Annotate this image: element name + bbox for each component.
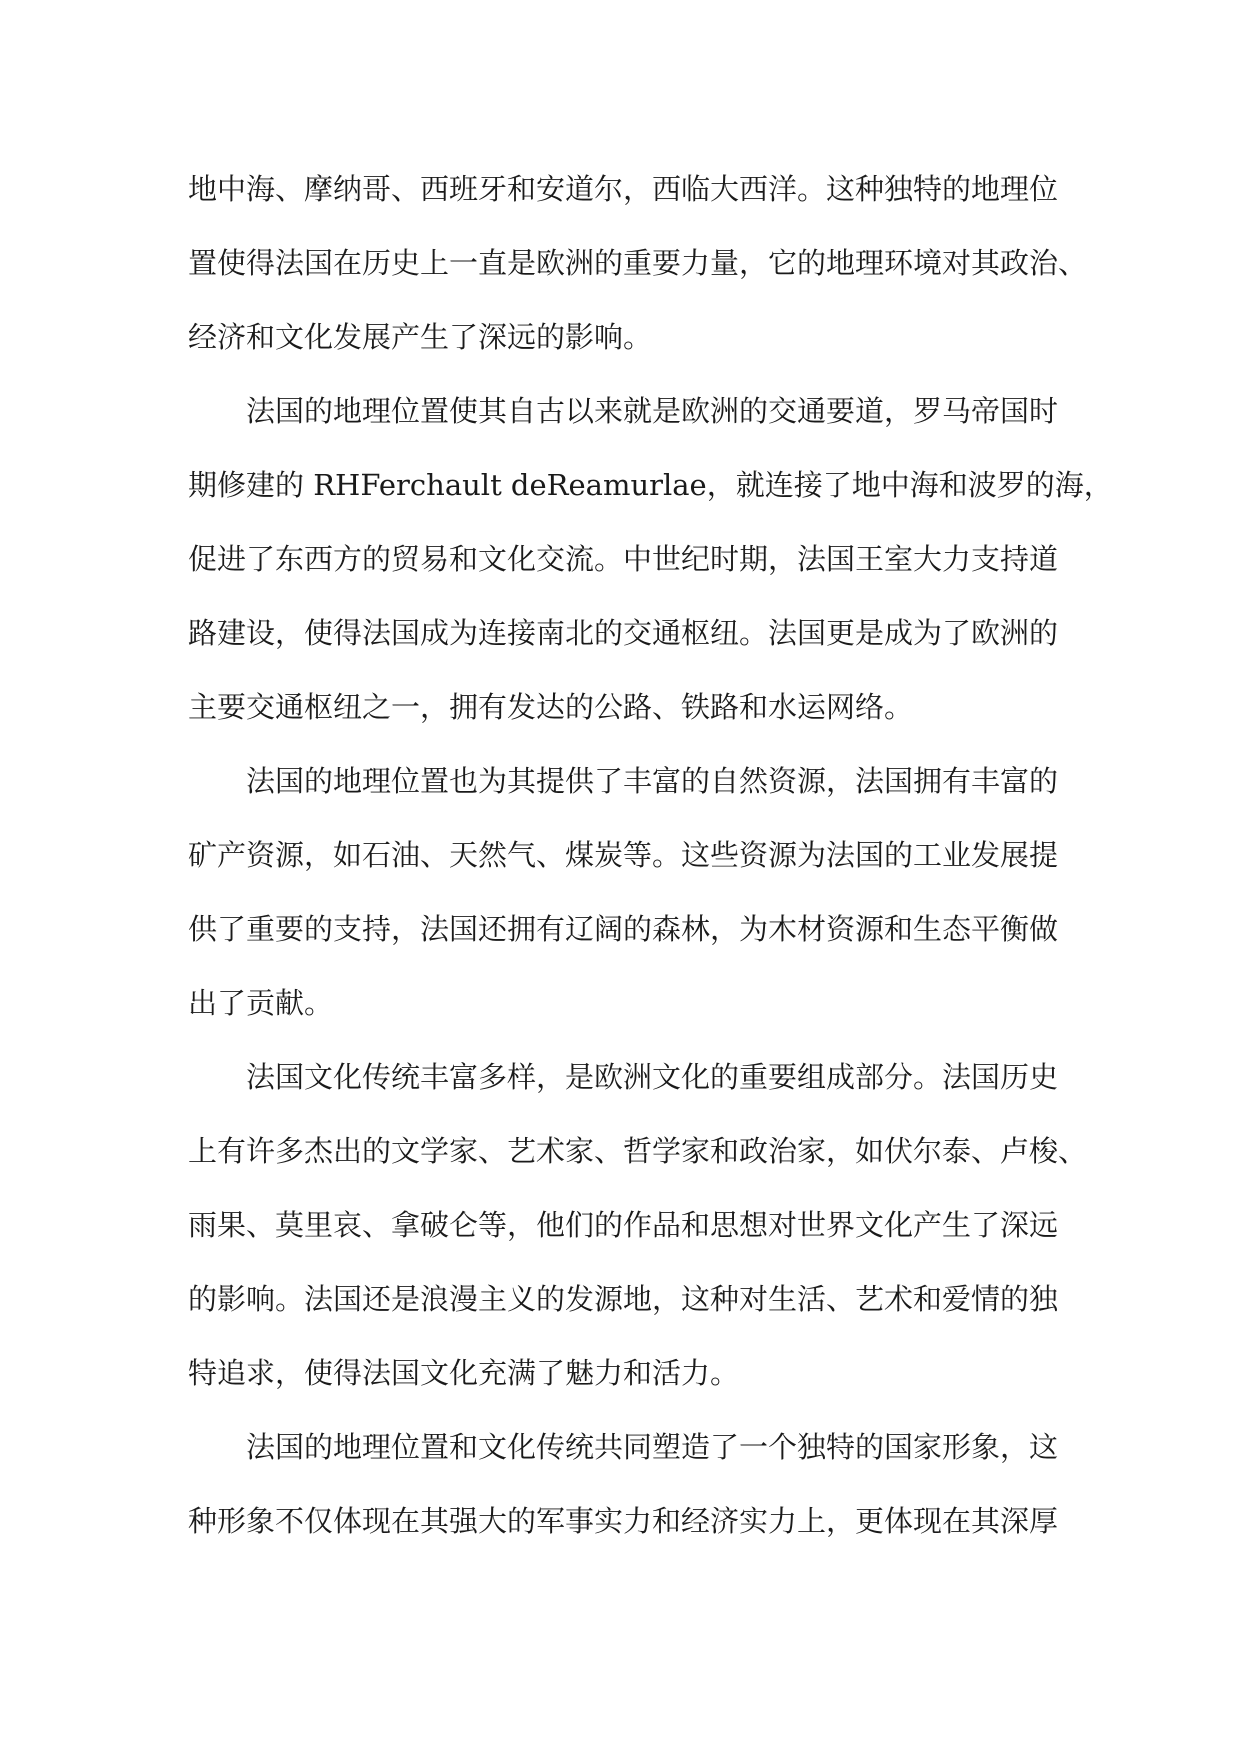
text-line: 特追求，使得法国文化充满了魅力和活力。 [188,1356,740,1390]
text-line: 期修建的 RHFerchault deReamurlae，就连接了地中海和波罗的海， [188,468,1113,502]
text-line: 置使得法国在历史上一直是欧洲的重要力量，它的地理环境对其政治、 [188,246,1088,280]
text-line: 的影响。法国还是浪漫主义的发源地，这种对生活、艺术和爱情的独 [188,1282,1059,1316]
text-line: 矿产资源，如石油、天然气、煤炭等。这些资源为法国的工业发展提 [188,838,1059,872]
text-line: 种形象不仅体现在其强大的军事实力和经济实力上，更体现在其深厚 [188,1504,1059,1538]
text-line: 法国的地理位置也为其提供了丰富的自然资源，法国拥有丰富的 [246,764,1059,798]
text-line: 地中海、摩纳哥、西班牙和安道尔，西临大西洋。这种独特的地理位 [188,172,1059,206]
text-line: 雨果、莫里哀、拿破仑等，他们的作品和思想对世界文化产生了深远 [188,1208,1059,1242]
text-line: 法国的地理位置和文化传统共同塑造了一个独特的国家形象，这 [246,1430,1059,1464]
text-line: 出了贡献。 [188,986,334,1020]
text-line: 主要交通枢纽之一，拥有发达的公路、铁路和水运网络。 [188,690,914,724]
text-line: 法国的地理位置使其自古以来就是欧洲的交通要道，罗马帝国时 [246,394,1059,428]
text-line: 路建设，使得法国成为连接南北的交通枢纽。法国更是成为了欧洲的 [188,616,1059,650]
text-line: 供了重要的支持，法国还拥有辽阔的森林，为木材资源和生态平衡做 [188,912,1059,946]
text-line: 促进了东西方的贸易和文化交流。中世纪时期，法国王室大力支持道 [188,542,1059,576]
text-line: 上有许多杰出的文学家、艺术家、哲学家和政治家，如伏尔泰、卢梭、 [188,1134,1088,1168]
body-text [188,152,1113,1558]
text-line: 经济和文化发展产生了深远的影响。 [188,320,653,354]
text-line: 法国文化传统丰富多样，是欧洲文化的重要组成部分。法国历史 [246,1060,1059,1094]
